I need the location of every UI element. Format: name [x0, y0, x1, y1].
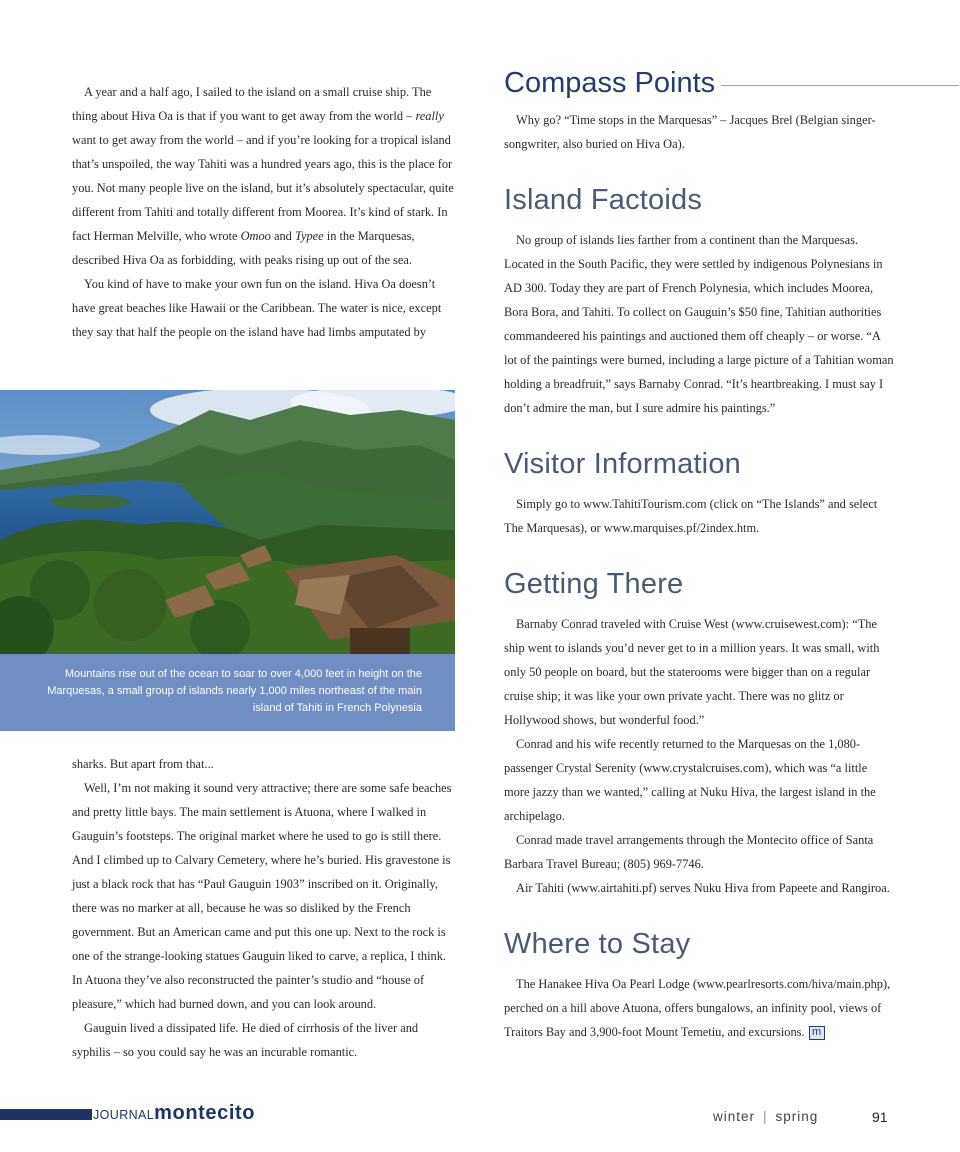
footer-season-spring: spring — [775, 1109, 819, 1124]
text-run: and — [270, 229, 295, 243]
sidebar-paragraph — [504, 228, 894, 420]
italic-text: Typee — [294, 229, 324, 243]
italic-text: Omoo — [240, 229, 271, 243]
sidebar-paragraph — [504, 108, 894, 156]
footer-bar — [0, 1109, 92, 1120]
sidebar-paragraph — [504, 492, 894, 540]
footer-journal-label: JOURNAL — [93, 1108, 155, 1122]
body-paragraph — [72, 272, 456, 344]
section-heading: Where to Stay — [504, 928, 691, 960]
italic-text: really — [415, 109, 444, 123]
sidebar-text: Air Tahiti (www.airtahiti.pf) serves Nuku Hiva from Papeete and Rangiroa. — [516, 881, 890, 895]
sidebar-paragraph — [504, 972, 894, 1044]
section-heading: Getting There — [504, 568, 684, 600]
sidebar-paragraph — [504, 612, 894, 732]
sidebar-paragraph — [504, 732, 894, 828]
footer-season-winter: winter — [713, 1109, 756, 1124]
photo-caption: Mountains rise out of the ocean to soar to over 4,000 feet in height on the Marquesas, a small group of islands nearly 1,000 miles northeast of the main island of Tahiti in French Polynesia — [0, 654, 455, 731]
end-of-article-icon: m — [809, 1026, 825, 1040]
sidebar-paragraph — [504, 828, 894, 876]
text-run: A year and a half ago, I sailed to the island on a small cruise ship. The thing about Hiva Oa is that if you want to get away from the world – — [72, 85, 432, 123]
footer-separator: | — [763, 1109, 768, 1124]
footer-journal-logo — [93, 1102, 255, 1126]
text-run: Well, I’m not making it sound very attractive; there are some safe beaches and pretty little bays. The main settlement is Atuona, where I walked in Gauguin’s footsteps. The original market where he used to go is still there. And I climbed up to Calvary Cemetery, where he’s buried. His gravestone is just a black rock that has “Paul Gauguin 1903” inscribed on it. Originally, there was no marker at all, because he was so disliked by the French government. But an American came and put this one up. Next to the rock is one of the strange-looking statues Gauguin liked to carve, a replica, I think. In Atuona they’ve also reconstructed the painter’s studio and “house of pleasure,” which had burned down, and you can look around. — [72, 781, 452, 1011]
text-run: You kind of have to make your own fun on the island. Hiva Oa doesn’t have great beaches like Hawaii or the Caribbean. The water is nice, except they say that half the people on the island have had limbs amputated by — [72, 277, 442, 339]
section-heading: Island Factoids — [504, 184, 703, 216]
left-column-bottom — [72, 752, 456, 1064]
body-paragraph — [72, 80, 456, 272]
sidebar-text: Barnaby Conrad traveled with Cruise West (www.cruisewest.com): “The ship went to islands you’d never get to in a million years. It was small, with only 50 people on board, but the staterooms were bigger than on a regular cruise ship; it was like your own private yacht. There was no glitz or Hollywood shows, but wonderful food.” — [504, 617, 880, 727]
page-number: 91 — [872, 1109, 888, 1125]
footer-brand: montecito — [154, 1102, 256, 1124]
body-paragraph — [72, 1016, 456, 1064]
body-paragraph — [72, 752, 456, 776]
text-run: sharks. But apart from that... — [72, 757, 214, 771]
sidebar-compass-points — [504, 64, 894, 1044]
sidebar-text: The Hanakee Hiva Oa Pearl Lodge (www.pearlresorts.com/hiva/main.php), perched on a hill above Atuona, offers bungalows, an infinity pool, views of Traitors Bay and 3,900-foot Mount Temetiu, and excursions. — [504, 977, 891, 1039]
section-title — [504, 64, 894, 102]
sidebar-text: Conrad made travel arrangements through the Montecito office of Santa Barbara Travel Bureau; (805) 969-7746. — [504, 833, 874, 871]
sidebar-text: No group of islands lies farther from a continent than the Marquesas. Located in the South Pacific, they were settled by indigenous Polynesians in AD 300. Today they are part of French Polynesia, which includes Moorea, Bora Bora, and Tahiti. To collect on Gauguin’s $50 fine, Tahitian authorities commandeered his paintings and auctioned them off cheaply – or worse. “A lot of the paintings were burned, including a large picture of a Tahitian woman holding a breadfruit,” says Barnaby Conrad. “It’s heartbreaking. I must say I don’t admire the man, but I sure admire his paintings.” — [504, 233, 894, 415]
body-paragraph — [72, 776, 456, 1016]
marquesas-landscape-photo — [0, 390, 455, 654]
compass-points-title: Compass Points — [504, 67, 716, 99]
text-run: want to get away from the world – and if you’re looking for a tropical island that’s unspoiled, the way Tahiti was a hundred years ago, this is the place for you. Not many people live on the island, but it’s absolutely spectacular, quite different from Tahiti and totally different from Moorea. It’s kind of stark. In fact Herman Melville, who wrote — [72, 133, 454, 243]
sidebar-text: Simply go to www.TahitiTourism.com (click on “The Islands” and select The Marquesas), or www.marquises.pf/2index.htm. — [504, 497, 878, 535]
sidebar-text: Why go? “Time stops in the Marquesas” – Jacques Brel (Belgian singer-songwriter, also buried on Hiva Oa). — [504, 113, 876, 151]
title-rule — [721, 85, 959, 86]
footer-season — [713, 1106, 818, 1128]
landscape-illustration — [0, 390, 455, 654]
sidebar-sections — [504, 108, 894, 1044]
section-heading: Visitor Information — [504, 448, 741, 480]
sidebar-text: Conrad and his wife recently returned to the Marquesas on the 1,080-passenger Crystal Serenity (www.crystalcruises.com), which was “a little more jazzy than we wanted,” calling at Nuku Hiva, the largest island in the archipelago. — [504, 737, 876, 823]
left-column-top — [72, 80, 456, 344]
text-run: Gauguin lived a dissipated life. He died of cirrhosis of the liver and syphilis – so you could say he was an incurable romantic. — [72, 1021, 419, 1059]
sidebar-paragraph — [504, 876, 894, 900]
text-run: in the Marquesas, described Hiva Oa as forbidding, with peaks rising up out of the sea. — [72, 229, 415, 267]
